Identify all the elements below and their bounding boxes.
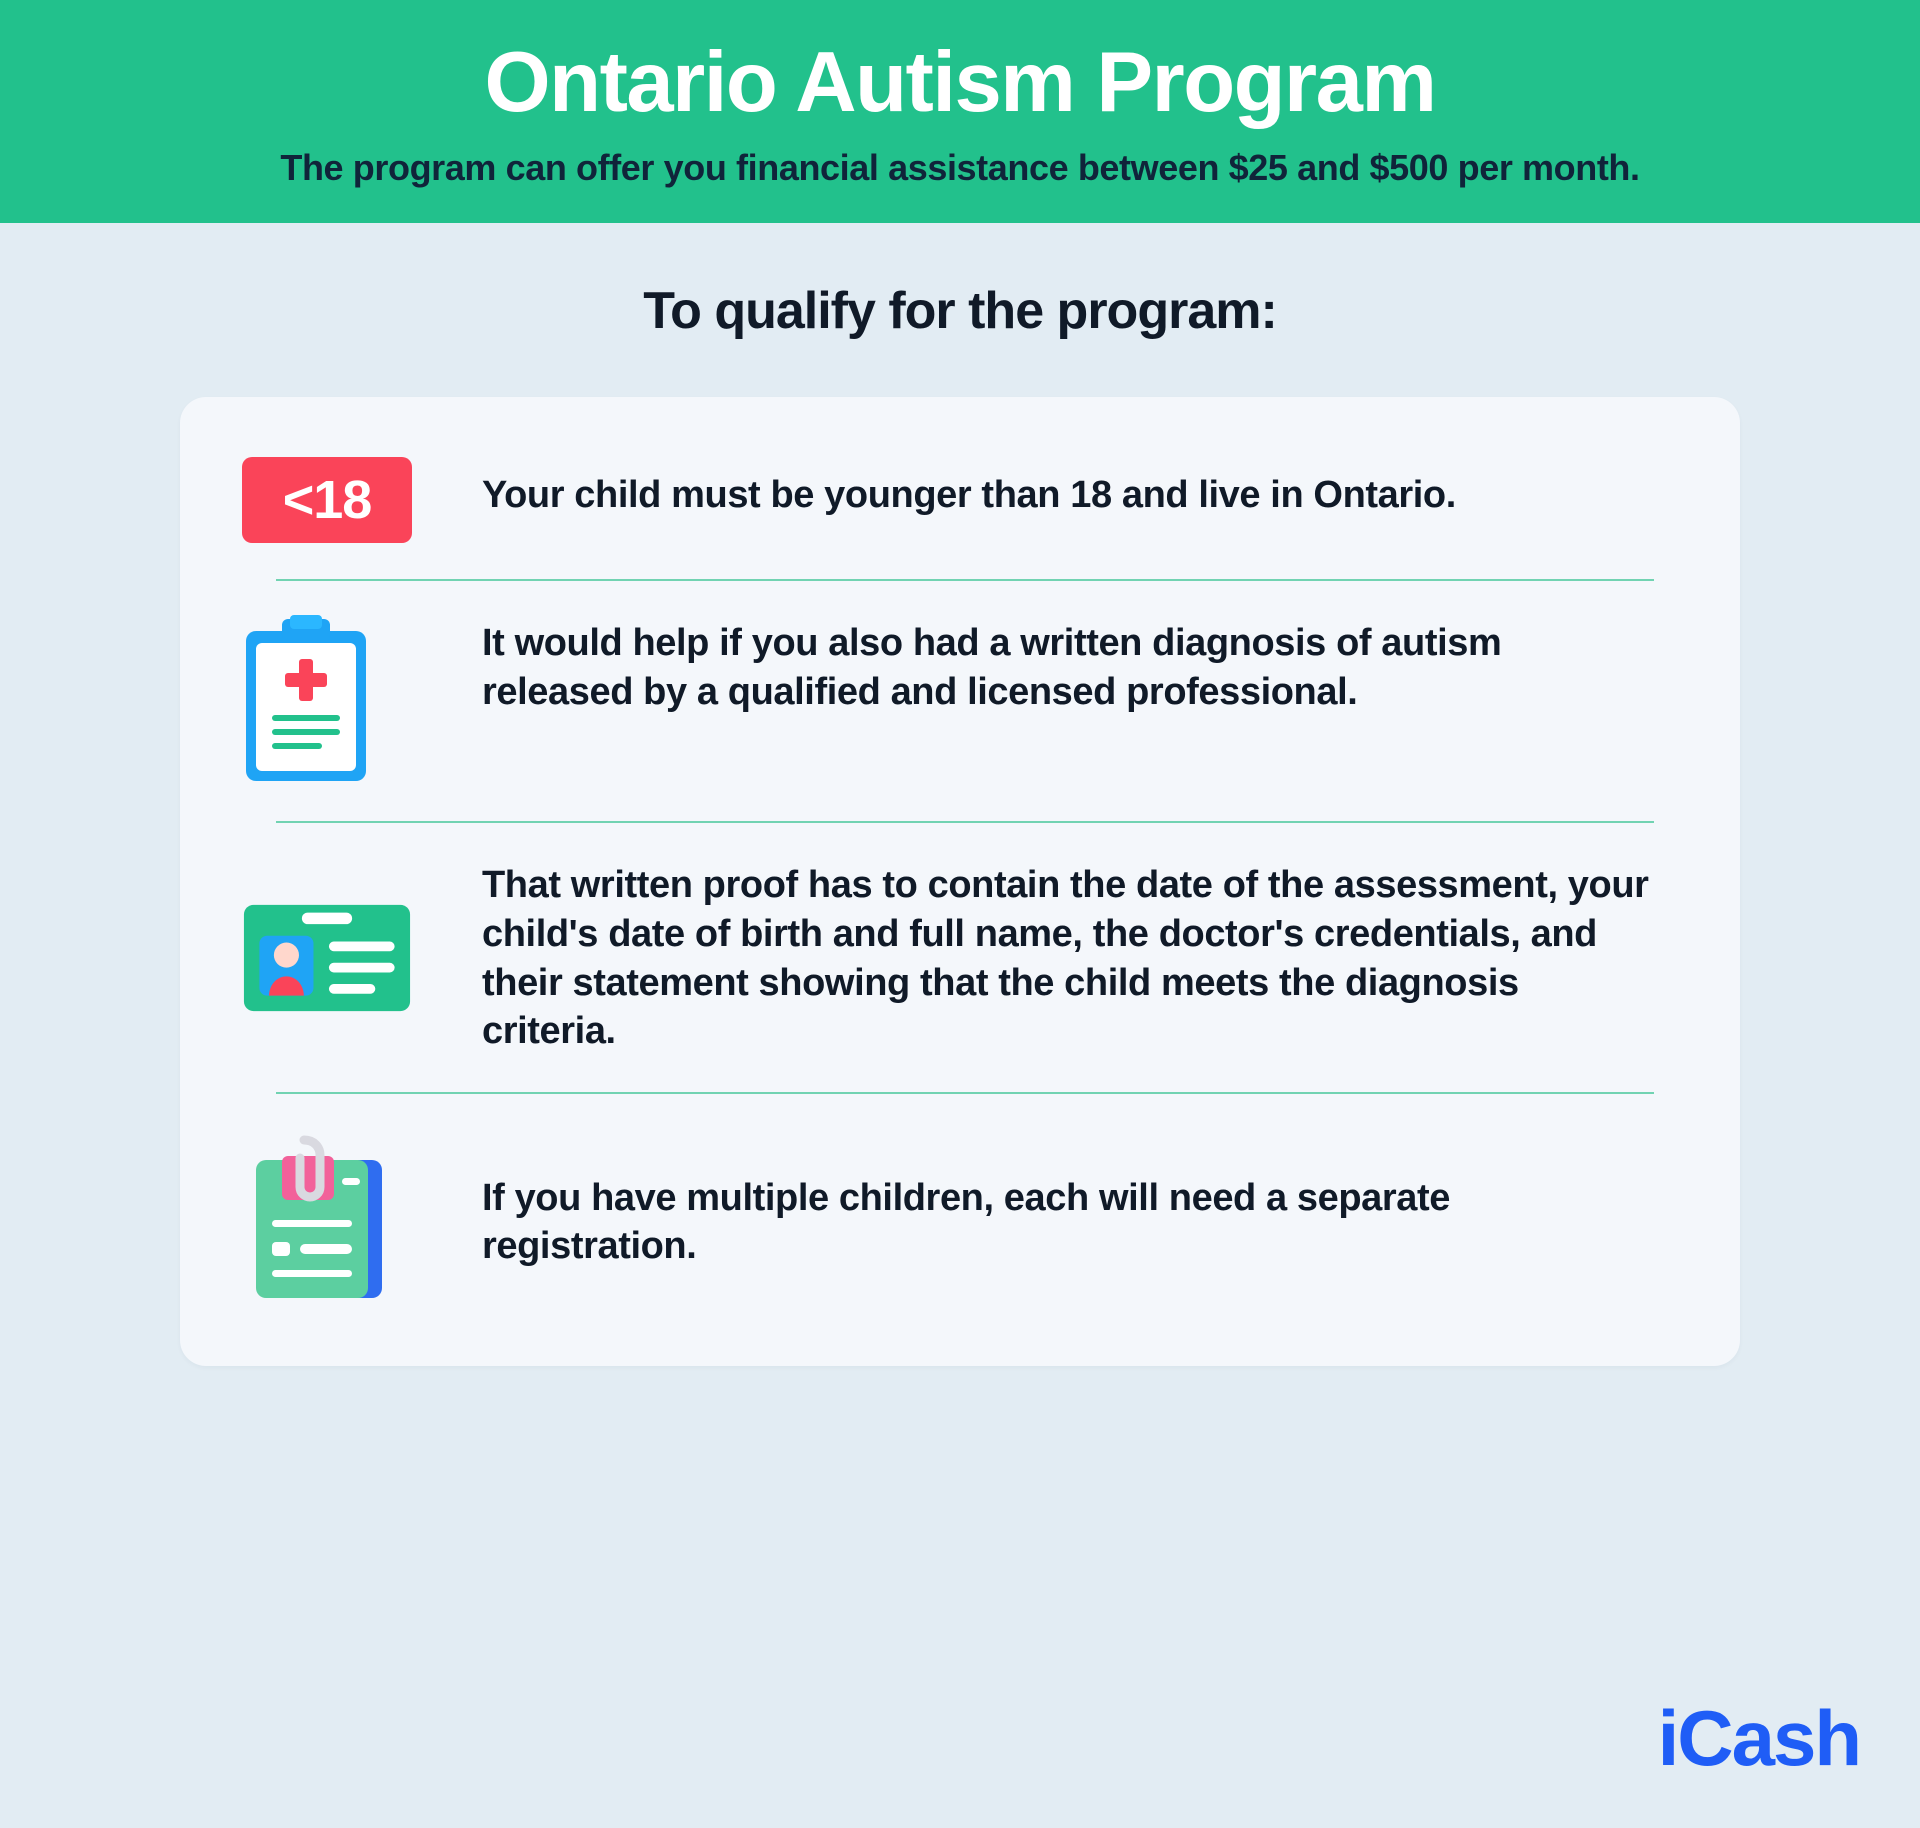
icon-cell: [236, 857, 412, 1019]
row-divider: [276, 1092, 1654, 1094]
id-card-icon: [242, 895, 412, 1019]
row-divider: [276, 821, 1654, 823]
main-content: [0, 223, 1920, 1828]
page-title: Ontario Autism Program: [484, 35, 1436, 130]
requirement-text: It would help if you also had a written diagnosis of autism released by a qualified and licensed professional.: [482, 622, 1502, 713]
under-18-badge-label: <18: [282, 470, 372, 531]
under-18-badge-icon: [242, 457, 412, 543]
qualify-heading: To qualify for the program:: [643, 282, 1277, 341]
icon-cell: [236, 1128, 412, 1302]
requirement-text: Your child must be younger than 18 and live in Ontario.: [482, 474, 1456, 517]
requirement-row: [236, 607, 1684, 795]
requirement-text: If you have multiple children, each will need a separate registration.: [482, 1176, 1451, 1268]
document-paperclip-icon: [242, 1134, 392, 1302]
icon-cell: [236, 615, 412, 785]
row-divider: [276, 579, 1654, 581]
icash-logo: iCash: [1657, 1694, 1860, 1782]
header-banner: [0, 0, 1920, 223]
requirements-card: [180, 397, 1740, 1366]
requirement-row: [236, 849, 1684, 1066]
requirement-row: [236, 449, 1684, 553]
icon-cell: [236, 457, 412, 543]
medical-clipboard-icon: [242, 615, 370, 785]
requirement-text: That written proof has to contain the date of the assessment, your child's date of birth and full name, the doctor's credentials, and their statement showing that the child meets the diagnosis criteria.: [482, 864, 1649, 1053]
header-subtitle: The program can offer you financial assistance between $25 and $500 per month.: [280, 147, 1640, 189]
requirement-row: [236, 1120, 1684, 1312]
